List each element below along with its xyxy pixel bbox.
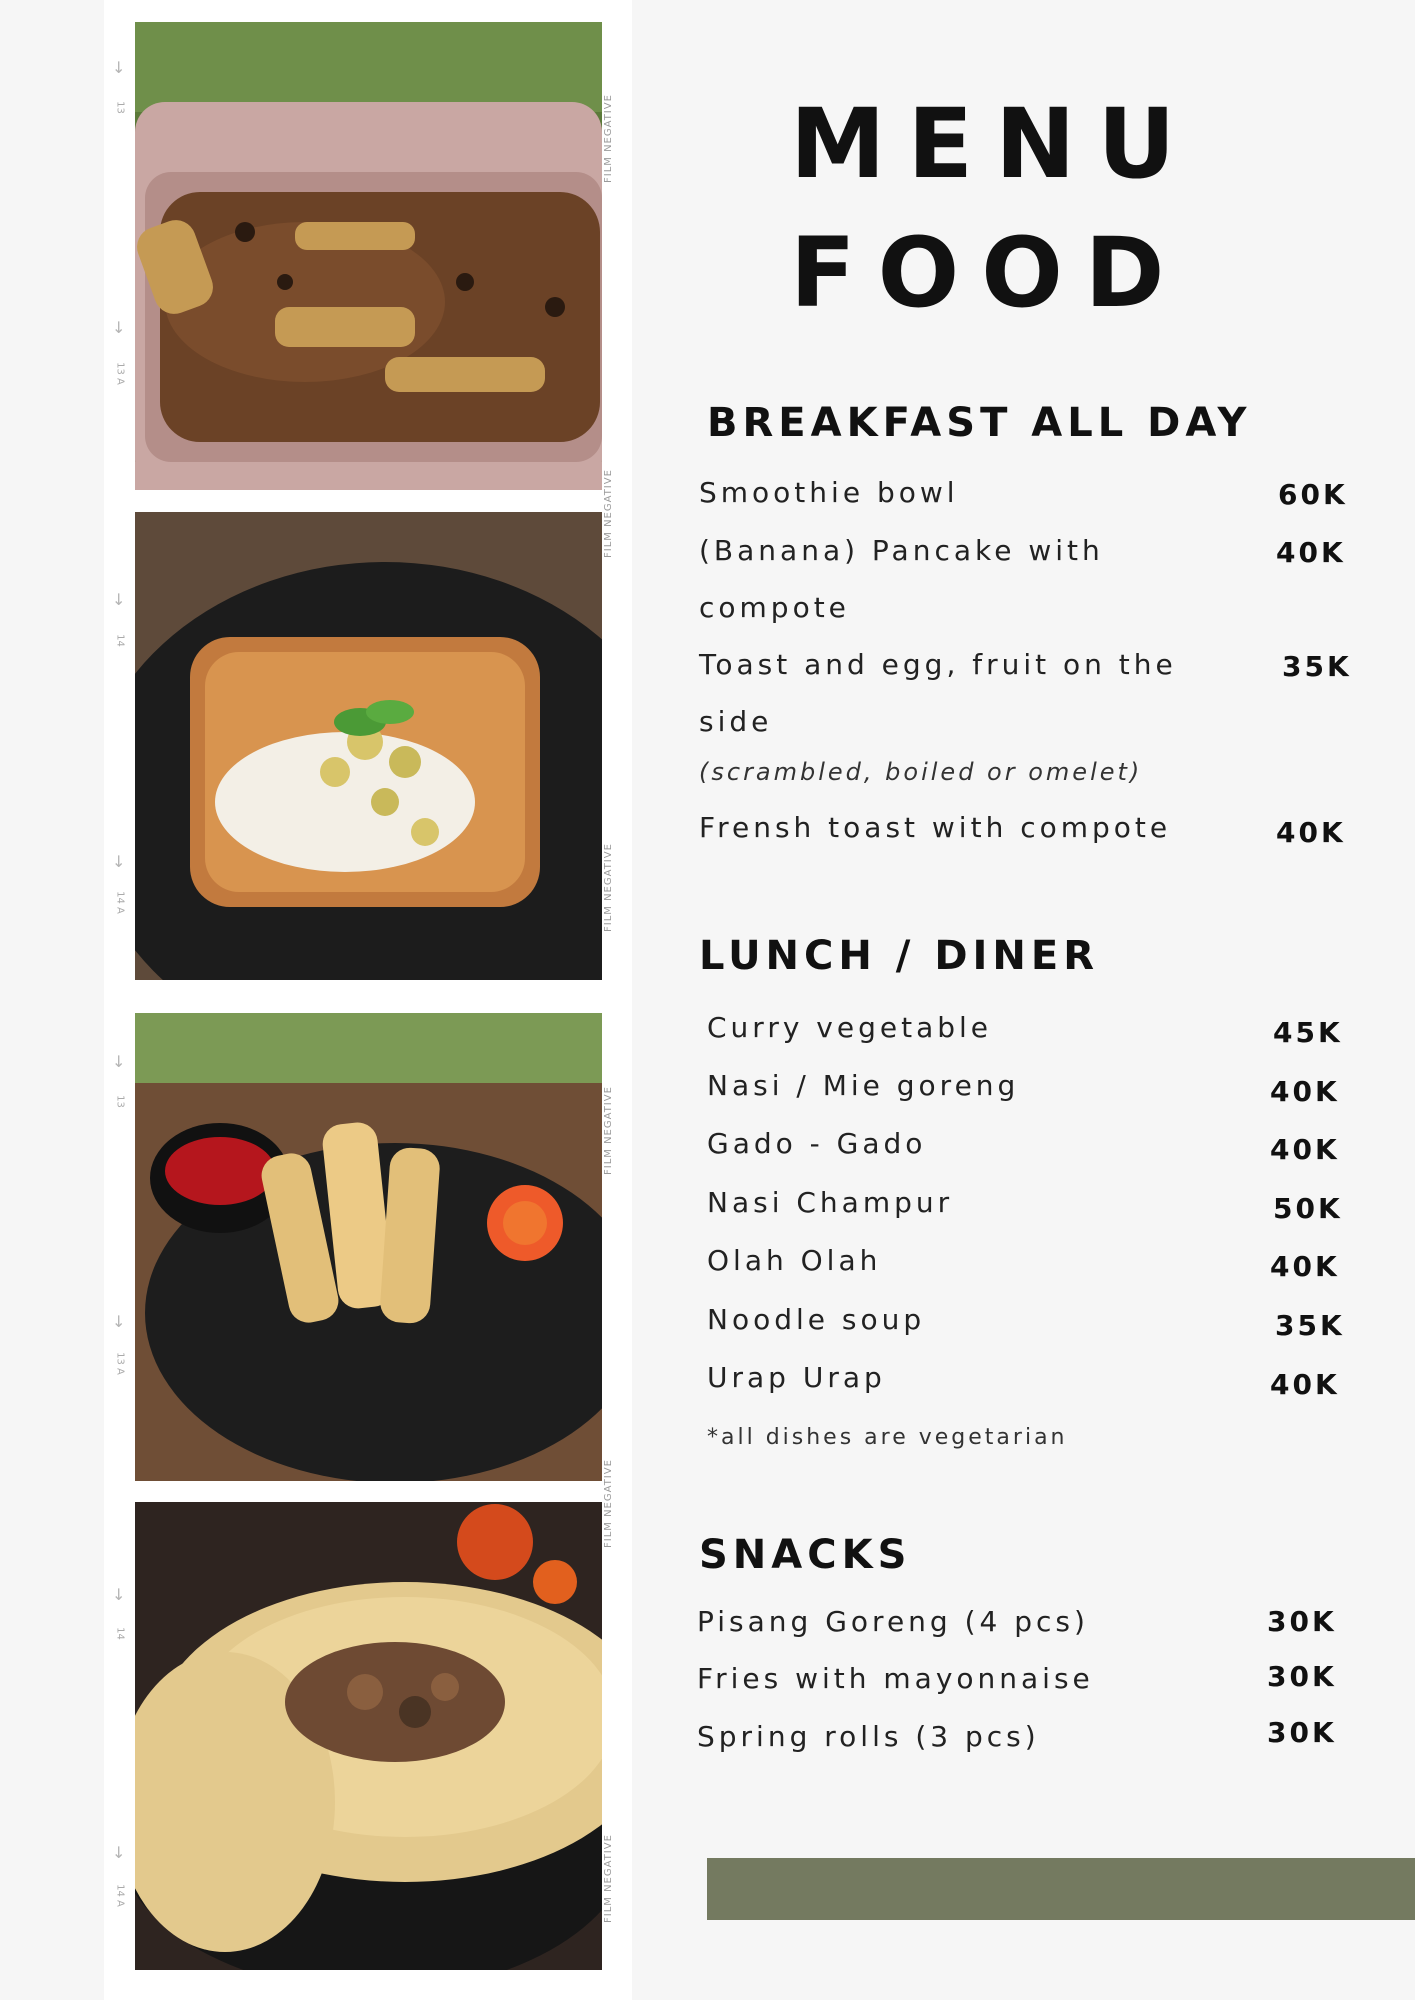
pancake-photo <box>135 1502 602 1970</box>
frame-number: 14 A <box>114 891 126 914</box>
film-negative-label <box>603 1145 617 1175</box>
page-title-line1: MENU <box>790 88 1198 200</box>
page-title-line2: FOOD <box>790 217 1187 329</box>
down-arrow-icon: ↓ <box>112 1843 126 1862</box>
section-heading-snacks: SNACKS <box>699 1532 912 1578</box>
menu-item-price: 40K <box>1270 1368 1340 1401</box>
menu-item-name: Nasi / Mie goreng <box>707 1069 1020 1102</box>
frame-number: 13 <box>114 1095 126 1108</box>
accent-bar <box>707 1858 1415 1920</box>
menu-item-price: 40K <box>1270 1133 1340 1166</box>
down-arrow-icon: ↓ <box>112 1052 126 1071</box>
frame-number: 13 A <box>114 362 126 385</box>
menu-item-name-cont: compote <box>699 591 850 624</box>
menu-item-price: 35K <box>1282 650 1352 683</box>
frame-number: 14 A <box>114 1884 126 1907</box>
down-arrow-icon: ↓ <box>112 318 126 337</box>
menu-item-name: Frensh toast with compote <box>699 811 1172 844</box>
menu-item-name: Curry vegetable <box>707 1011 993 1044</box>
frame-number: 14 <box>114 1627 126 1640</box>
menu-item-name: Spring rolls (3 pcs) <box>697 1720 1040 1753</box>
spring-rolls-photo <box>135 1013 602 1481</box>
section-heading-breakfast: BREAKFAST ALL DAY <box>707 400 1252 446</box>
menu-item-price: 30K <box>1267 1660 1337 1693</box>
menu-item-price: 35K <box>1275 1309 1345 1342</box>
menu-item-name-cont: side <box>699 705 773 738</box>
menu-item-name: Urap Urap <box>707 1361 886 1394</box>
section-heading-lunch: LUNCH / DINER <box>699 933 1099 979</box>
menu-item-name: Olah Olah <box>707 1244 882 1277</box>
film-negative-label <box>603 902 617 932</box>
film-negative-label <box>603 1893 617 1923</box>
film-negative-label <box>603 1518 617 1548</box>
menu-item-name: Gado - Gado <box>707 1127 927 1160</box>
menu-item-price: 40K <box>1270 1250 1340 1283</box>
frame-number: 13 A <box>114 1352 126 1375</box>
down-arrow-icon: ↓ <box>112 590 126 609</box>
frame-number: 13 <box>114 101 126 114</box>
down-arrow-icon: ↓ <box>112 1585 126 1604</box>
down-arrow-icon: ↓ <box>112 58 126 77</box>
menu-item-name: Noodle soup <box>707 1303 926 1336</box>
frame-number: 14 <box>114 634 126 647</box>
menu-item-price: 40K <box>1276 536 1346 569</box>
menu-item-name: Toast and egg, fruit on the <box>699 648 1177 681</box>
down-arrow-icon: ↓ <box>112 852 126 871</box>
menu-item-price: 40K <box>1270 1075 1340 1108</box>
menu-item-price: 50K <box>1273 1192 1343 1225</box>
french-toast-photo <box>135 512 602 980</box>
menu-item-price: 30K <box>1267 1716 1337 1749</box>
vegetarian-footnote: *all dishes are vegetarian <box>707 1425 1068 1450</box>
menu-item-price: 60K <box>1278 478 1348 511</box>
banana-bread-photo <box>135 22 602 490</box>
menu-item-name: Nasi Champur <box>707 1186 954 1219</box>
menu-item-name: Smoothie bowl <box>699 476 959 509</box>
menu-item-name: Fries with mayonnaise <box>697 1662 1094 1695</box>
menu-item-name: (Banana) Pancake with <box>699 534 1104 567</box>
film-negative-label <box>603 528 617 558</box>
menu-item-name: Pisang Goreng (4 pcs) <box>697 1605 1089 1638</box>
menu-item-price: 30K <box>1267 1605 1337 1638</box>
down-arrow-icon: ↓ <box>112 1312 126 1331</box>
film-negative-label <box>603 153 617 183</box>
menu-item-price: 40K <box>1276 816 1346 849</box>
menu-item-price: 45K <box>1273 1016 1343 1049</box>
menu-item-note: (scrambled, boiled or omelet) <box>699 758 1143 786</box>
